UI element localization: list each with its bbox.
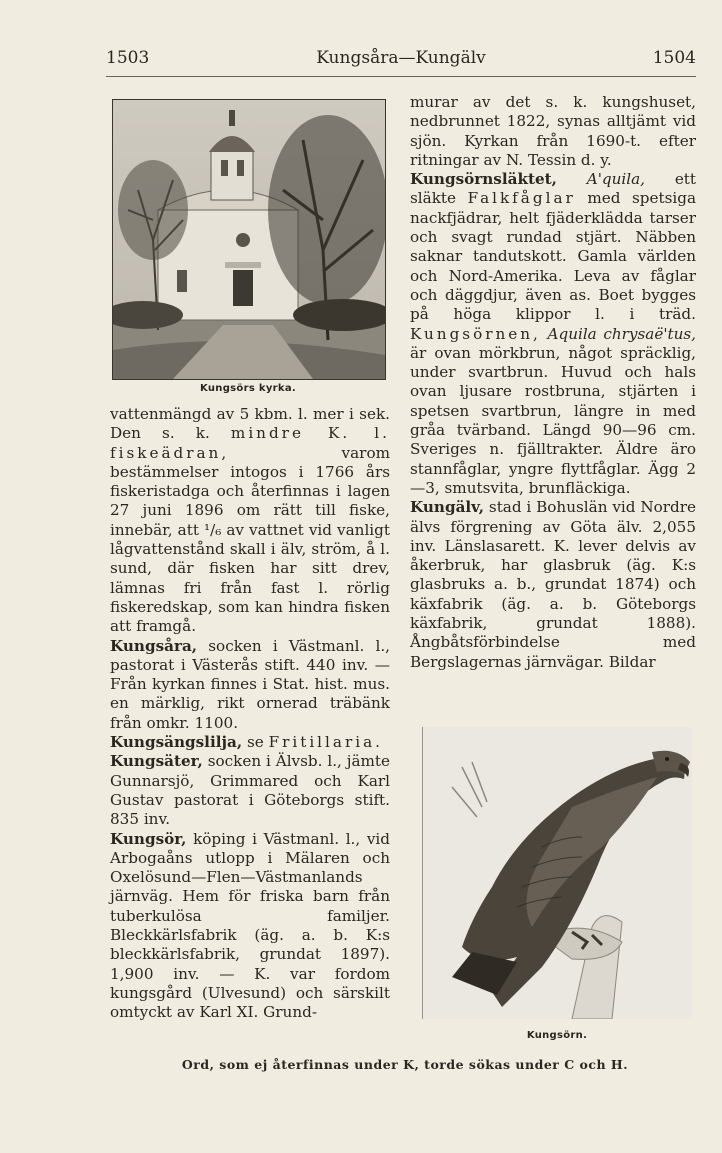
entry-kungsara-continued	[110, 405, 390, 637]
text-run: vattenmängd av 5 kbm. l. mer i sek. Den s. k.	[110, 405, 390, 443]
entry-kungsor	[110, 830, 390, 1023]
latin-name: A'quila,	[586, 170, 646, 189]
entry-text: stad i Bohuslän vid Nordre älvs förgrening av Göta älv. 2,055 inv. Länslasarett. K. lever delvis av åkerbruk, har glasbruk (äg. K:s glasbruks a. b., grundat 1874) och käxfabrik (äg. a. b. Göteborgs käxfabrik, grundat 1888). Ångbåtsförbindelse med Bergslagernas järnvägar. Bildar	[410, 498, 696, 671]
eagle-image	[422, 727, 692, 1019]
eagle-illustration	[422, 727, 692, 1019]
headword: Kungsör,	[110, 829, 187, 848]
entry-kungsater	[110, 752, 390, 829]
headword: Kungälv,	[410, 498, 485, 517]
headword: Kungsörnsläktet,	[410, 170, 557, 189]
entry-text: köping i Västmanl. l., vid Arbogaåns utlopp i Mälaren och Oxelösund—Flen—Västmanlands järnväg. Hem för friska barn från tuberkulösa familjer. Bleckkärlsfabrik (äg. a. b. K:s bleckkärlsfabrik, grundat 1897). 1,900 inv. — K. var fordom kungsgård (Ulvesund) och särskilt omtyckt av Karl XI. Grund-	[110, 829, 391, 1022]
headword: Kungsängslilja,	[110, 733, 243, 752]
right-column	[410, 93, 696, 672]
entry-text: med spetsiga nackfjädrar, helt fjäderklädda tarser och svagt rundad stjärt. Näbben saknar tandutskott. Gamla världen och Nord-Amerika. Leva av fåglar och däggdjur, även as. Boet bygges på höga klippor l. i träd.	[410, 189, 697, 324]
cross-reference: Fritillaria.	[268, 733, 383, 752]
text-run: varom bestämmelser intogos i 1766 års fiskeristadga och återfinnas i lagen 27 juni 1896 om rätt till fiske, innebär, att ¹/₆ av vattnet vid vanligt lågvattenstånd skall i älv, ström, å l. sund, där fisken har sitt drev, lämnas fri från fast l. rörlig fiskeredskap, som kan hindra fisken att framgå.	[110, 443, 390, 636]
right-page-number: 1504	[652, 48, 696, 68]
entry-kungsor-continued	[410, 93, 696, 170]
latin-name: Aquila chrysaë'tus,	[547, 324, 697, 343]
headword: Kungsäter,	[110, 752, 203, 771]
entry-kungsornslaktet	[410, 170, 696, 498]
spaced-term: mindre K. l. fiskeädran,	[110, 424, 390, 462]
left-page-number: 1503	[106, 48, 150, 68]
entry-text: se	[246, 733, 264, 752]
text-run: murar av det s. k. kungshuset, nedbrunnet 1822, synas alltjämt vid sjön. Kyrkan från 1690-t. efter ritningar av N. Tessin d. y.	[410, 93, 696, 169]
page-header	[106, 48, 696, 72]
entry-text: socken i Älvsb. l., jämte Gunnarsjö, Grimmared och Karl Gustav pastorat i Göteborgs stift. 835 inv.	[110, 752, 390, 829]
church-image	[113, 100, 385, 379]
church-illustration	[112, 99, 386, 380]
entry-text: socken i Västmanl. l., pastorat i Västerås stift. 440 inv. — Från kyrkan finnes i Stat. hist. mus. en märklig, rikt ornerad träbänk från omkr. 1100.	[110, 636, 391, 732]
church-caption: Kungsörs kyrka.	[200, 383, 296, 394]
page-footer-note: Ord, som ej återfinnas under K, torde sökas under C och H.	[181, 1057, 629, 1072]
spaced-term: Kungsörnen,	[410, 324, 541, 343]
entry-text: är ovan mörkbrun, något spräcklig, under svartbrun. Huvud och hals ovan ljusare rostbruna, stjärten i spetsen svartbrun, längre in med gråa tvärband. Längd 90—96 cm. Sveriges n. fjälltrakter. Äldre äro stannfåglar, yngre flyttfåglar. Ägg 2—3, smutsvita, brunfläckiga.	[410, 343, 696, 497]
entry-kungsangslilja	[110, 733, 390, 752]
entry-kungalv	[410, 498, 696, 672]
header-rule	[106, 76, 696, 77]
page-title: Kungsåra—Kungälv	[316, 48, 486, 68]
eagle-caption: Kungsörn.	[526, 1030, 588, 1041]
left-column	[110, 405, 390, 1023]
entry-text: ett släkte	[410, 170, 697, 208]
entry-kungsara	[110, 637, 390, 733]
headword: Kungsåra,	[110, 636, 198, 655]
spaced-term: Falkfåglar	[467, 189, 576, 208]
